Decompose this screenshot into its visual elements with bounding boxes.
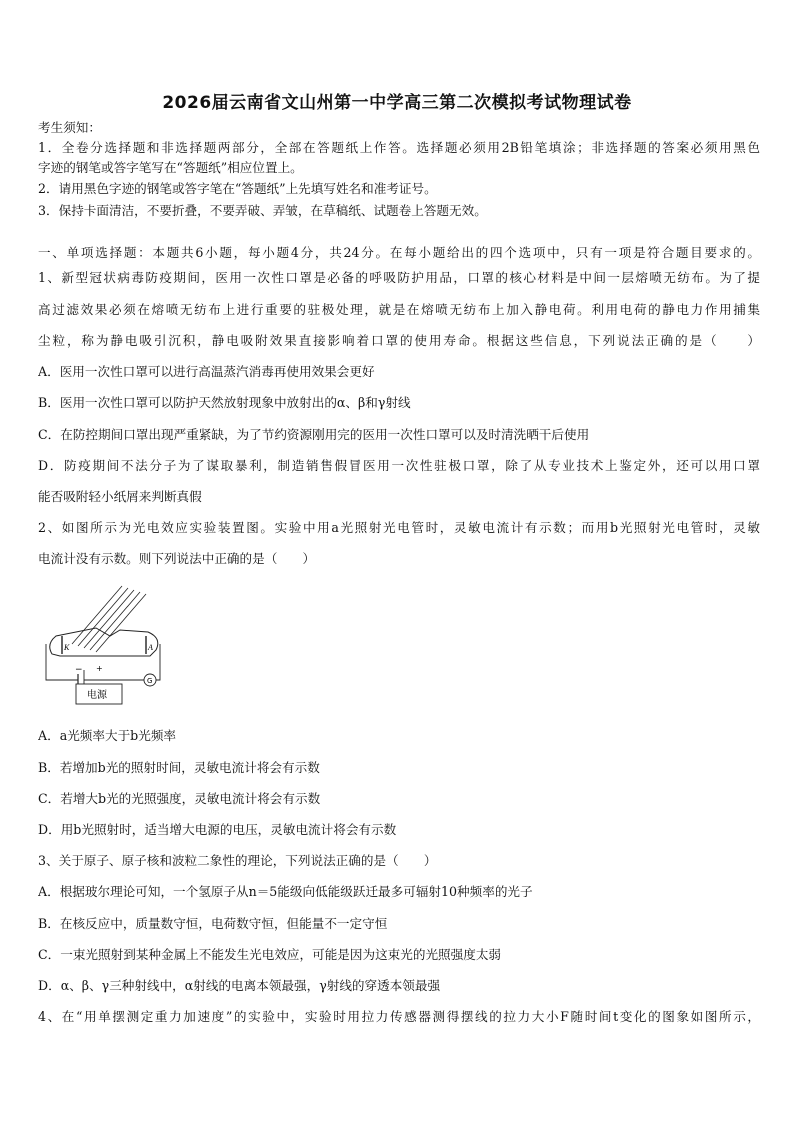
- anode-label: A: [148, 643, 153, 652]
- section-heading: 一、单项选择题：本题共6小题，每小题4分，共24分。在每小题给出的四个选项中，只有一项是符合题目要求的。: [38, 245, 760, 260]
- q1-stem-line-3: 尘粒，称为静电吸引沉积，静电吸附效果直接影响着口罩的使用寿命。根据这些信息，下列说法正确的是（ ）: [38, 333, 760, 348]
- q1-option-a: A．医用一次性口罩可以进行高温蒸汽消毒再使用效果会更好: [38, 364, 375, 379]
- q2-stem-line-2: 电流计没有示数。则下列说法中正确的是（ ）: [38, 551, 316, 566]
- plus-sign: +: [96, 664, 103, 673]
- q1-option-d: D．防疫期间不法分子为了谋取暴利，制造销售假冒医用一次性驻极口罩，除了从专业技术上鉴定外，还可以用口罩: [38, 458, 760, 473]
- q3-option-b: B．在核反应中，质量数守恒，电荷数守恒，但能量不一定守恒: [38, 916, 388, 931]
- cathode-label: K: [64, 643, 70, 652]
- q2-option-d: D．用b光照射时，适当增大电源的电压，灵敏电流计将会有示数: [38, 822, 397, 837]
- q3-option-d: D．α、β、γ三种射线中，α射线的电离本领最强，γ射线的穿透本领最强: [38, 978, 441, 993]
- q2-stem-line-1: 2、如图所示为光电效应实验装置图。实验中用a光照射光电管时，灵敏电流计有示数；而用b光照射光电管时，灵敏: [38, 520, 760, 535]
- q1-stem-line-1: 1、新型冠状病毒防疫期间，医用一次性口罩是必备的呼吸防护用品，口罩的核心材料是中间一层熔喷无纺布。为了提: [38, 270, 760, 285]
- notice-item-1: 1．全卷分选择题和非选择题两部分，全部在答题纸上作答。选择题必须用2B铅笔填涂；非选择题的答案必须用黑色: [38, 140, 760, 155]
- q1-option-c: C．在防控期间口罩出现严重紧缺，为了节约资源刚用完的医用一次性口罩可以及时清洗晒干后使用: [38, 427, 590, 442]
- q1-option-b: B．医用一次性口罩可以防护天然放射现象中放射出的α、β和γ射线: [38, 395, 411, 410]
- q2-option-c: C．若增大b光的光照强度，灵敏电流计将会有示数: [38, 791, 321, 806]
- notice-heading: 考生须知：: [38, 120, 101, 135]
- q3-option-a: A．根据玻尔理论可知，一个氢原子从n＝5能级向低能级跃迁最多可辐射10种频率的光子: [38, 884, 533, 899]
- photoelectric-apparatus-diagram: [38, 578, 168, 708]
- notice-item-1-cont: 字迹的钢笔或答字笔写在“答题纸”相应位置上。: [38, 160, 303, 175]
- notice-item-3: 3．保持卡面清洁，不要折叠，不要弄破、弄皱，在草稿纸、试题卷上答题无效。: [38, 203, 487, 218]
- page-title: 2026届云南省文山州第一中学高三第二次模拟考试物理试卷: [162, 93, 632, 113]
- q4-stem: 4、在“用单摆测定重力加速度”的实验中，实验时用拉力传感器测得摆线的拉力大小F随时间t变化的图象如图所示，: [38, 1009, 760, 1024]
- power-supply-label: 电源: [87, 690, 107, 701]
- q2-option-b: B．若增加b光的照射时间，灵敏电流计将会有示数: [38, 760, 320, 775]
- notice-item-2: 2．请用黑色字迹的钢笔或答字笔在“答题纸”上先填写姓名和准考证号。: [38, 181, 437, 196]
- light-beam-icon: [72, 586, 146, 652]
- q1-stem-line-2: 高过滤效果必须在熔喷无纺布上进行重要的驻极处理，就是在熔喷无纺布上加入静电荷。利用电荷的静电力作用捕集: [38, 302, 760, 317]
- galvanometer-label: G: [147, 677, 153, 685]
- q1-option-d-cont: 能否吸附轻小纸屑来判断真假: [38, 489, 202, 504]
- q3-option-c: C．一束光照射到某种金属上不能发生光电效应，可能是因为这束光的光照强度太弱: [38, 947, 502, 962]
- minus-sign: −: [75, 665, 83, 675]
- q2-option-a: A．a光频率大于b光频率: [38, 728, 177, 743]
- q3-stem: 3、关于原子、原子核和波粒二象性的理论，下列说法正确的是（ ）: [38, 853, 437, 868]
